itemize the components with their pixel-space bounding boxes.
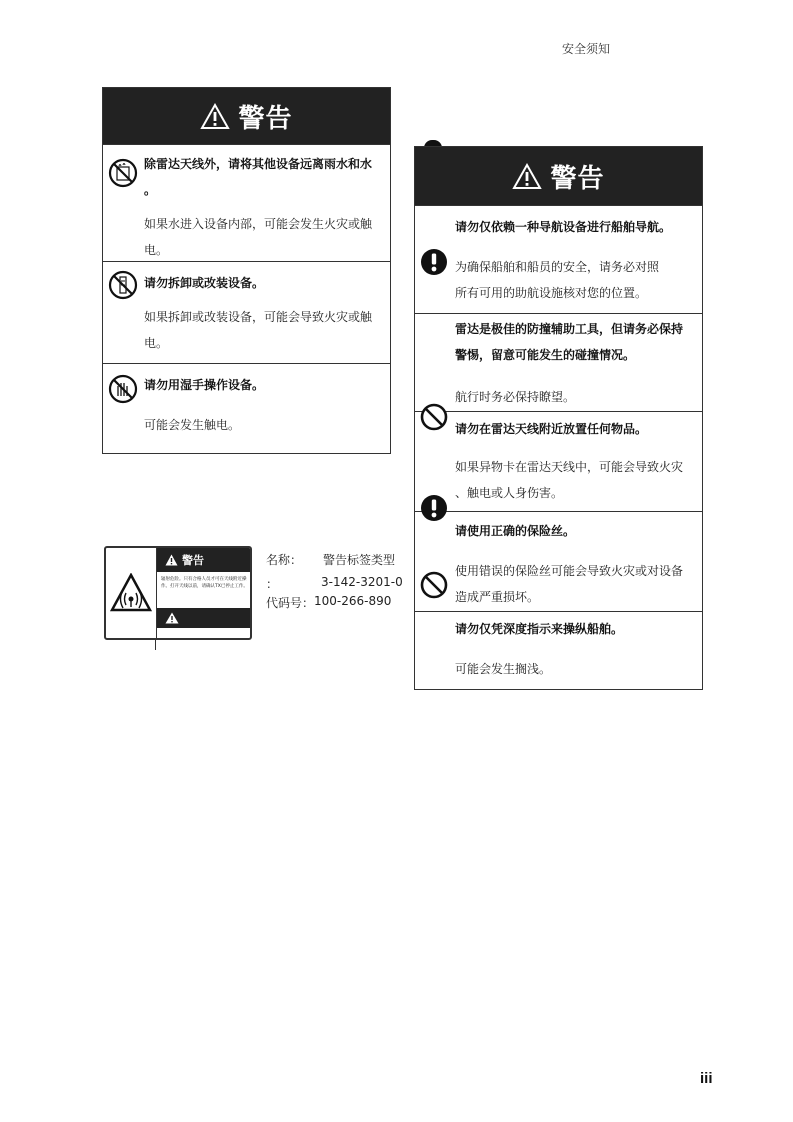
label-code-value: 100-266-890 (314, 594, 392, 608)
no-water-icon (108, 158, 138, 188)
warning-item-title: 请勿拆卸或改装设备。 (144, 276, 265, 290)
warning-item (103, 144, 390, 261)
warning-triangle-icon (512, 163, 542, 190)
label-footer (157, 608, 252, 628)
no-wet-hands-icon (108, 374, 138, 404)
warning-item (415, 511, 702, 611)
warning-item-title: 雷达是极佳的防撞辅助工具，但请务必保持 (455, 322, 684, 336)
warning-item-title: 请勿用湿手操作设备。 (144, 378, 265, 392)
warning-item-text: 可能会发生搁浅。 (455, 662, 552, 676)
warning-item-text: 如果水进入设备内部，可能会发生火灾或触 (144, 217, 373, 231)
warning-item-text: 所有可用的助航设施核对您的位置。 (455, 286, 648, 300)
warning-heading (415, 147, 702, 205)
label-symbol (106, 548, 157, 638)
warning-triangle-icon (165, 612, 179, 624)
label-name-key: 名称： (266, 553, 303, 567)
warning-item-text: 使用错误的保险丝可能会导致火灾或对设备 (455, 564, 684, 578)
label-heading-text: 警告 (182, 554, 204, 567)
mandatory-icon (420, 494, 448, 522)
label-type-value: 3-142-3201-0 (321, 575, 403, 589)
warning-item (415, 411, 702, 511)
warning-item-text: 造成严重损坏。 (455, 590, 540, 604)
label-heading (157, 548, 252, 572)
warning-item-title: 除雷达天线外，请将其他设备远离雨水和水 (144, 157, 373, 171)
warning-item-title: 请勿仅凭深度指示来操纵船舶。 (455, 622, 624, 636)
warning-panel-right (414, 146, 703, 690)
warning-item-text: 如果异物卡在雷达天线中，可能会导致火灾 (455, 460, 684, 474)
warning-item-title: 请勿在雷达天线附近放置任何物品。 (455, 422, 648, 436)
warning-triangle-icon (200, 103, 230, 130)
warning-item (103, 363, 390, 441)
warning-heading-text: 警告 (238, 103, 293, 134)
warning-item-text: 为确保船舶和船员的安全，请务必对照 (455, 260, 660, 274)
warning-triangle-icon (165, 554, 178, 566)
warning-panel-left (102, 87, 391, 454)
warning-item (103, 261, 390, 363)
no-disassemble-icon (108, 270, 138, 300)
warning-item-text: 、触电或人身伤害。 (455, 486, 564, 500)
warning-item-title: 请使用正确的保险丝。 (455, 524, 576, 538)
label-pointer-line (155, 638, 156, 650)
mandatory-icon (420, 248, 448, 276)
page-header-title: 安全须知 (562, 42, 611, 56)
label-text: 辐射危险。只有合格人员才可在天线附近操作。打开天线以前，请确认TX已停止工作。 (161, 577, 248, 589)
warning-item (415, 313, 702, 411)
label-body (157, 548, 252, 638)
warning-item-text: 如果拆卸或改装设备，可能会导致火灾或触 (144, 310, 373, 324)
prohibition-icon (420, 571, 448, 599)
warning-item-title: 。 (144, 183, 157, 197)
prohibition-icon (420, 403, 448, 431)
warning-item (415, 205, 702, 313)
warning-heading-text: 警告 (550, 163, 605, 194)
page-number: iii (700, 1070, 713, 1087)
warning-item-text: 可能会发生触电。 (144, 418, 241, 432)
label-colon: ： (266, 577, 279, 591)
warning-label-sample (104, 546, 252, 640)
warning-item-text: 电。 (144, 243, 169, 257)
warning-item-text: 航行时务必保持瞭望。 (455, 390, 576, 404)
label-name-value: 警告标签类型 (323, 553, 396, 567)
label-code-key: 代码号： (266, 596, 315, 610)
warning-heading (103, 88, 390, 144)
warning-item-title: 警惕，留意可能发生的碰撞情况。 (455, 348, 636, 362)
warning-item-text: 电。 (144, 336, 169, 350)
warning-item (415, 611, 702, 687)
warning-item-title: 请勿仅依赖一种导航设备进行船舶导航。 (455, 220, 672, 234)
radiation-warning-icon (110, 573, 152, 613)
